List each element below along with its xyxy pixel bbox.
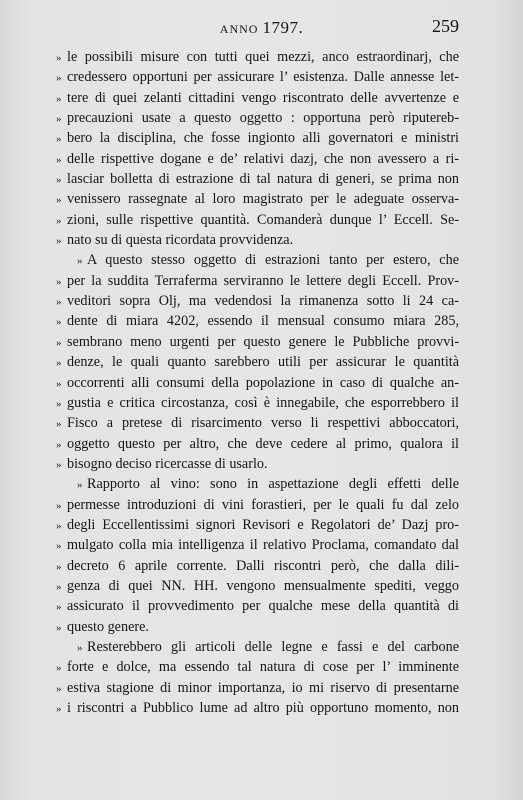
text-line	[57, 373, 459, 393]
text-line	[57, 352, 459, 372]
line-text: occorrenti alli consumi della popolazione in caso di qualche an-	[67, 374, 459, 391]
text-line	[57, 189, 459, 209]
text-line	[57, 495, 459, 515]
text-line	[57, 474, 459, 494]
line-text: decreto 6 aprile corrente. Dalli riscontri però, che dalla dili-	[67, 557, 459, 574]
text-line	[57, 556, 459, 576]
quote-mark: »	[56, 357, 62, 370]
quote-mark: »	[56, 113, 62, 126]
quote-mark: »	[56, 296, 62, 309]
line-text: le possibili misure con tutti quei mezzi, anco estraordinarj, che	[67, 49, 459, 65]
line-text: sembrano meno urgenti per questo genere le Pubbliche provvi-	[67, 333, 459, 350]
line-text: bero la disciplina, che fosse ingionto alli governatori e ministri	[67, 130, 459, 147]
line-text: per la suddita Terraferma serviranno le lettere degli Eccell. Prov-	[67, 272, 459, 289]
page-number: 259	[432, 16, 459, 36]
text-line	[57, 617, 459, 637]
text-line	[57, 47, 459, 67]
quote-mark: »	[56, 133, 62, 146]
quote-mark: »	[56, 72, 62, 85]
text-line	[57, 698, 459, 718]
text-line	[57, 535, 459, 555]
text-line	[57, 332, 459, 352]
line-text: Resterebbero gli articoli delle legne e fassi e del carbone	[87, 638, 459, 655]
line-text: venissero rassegnate al loro magistrato per le adeguate osserva-	[67, 191, 459, 208]
text-line	[57, 271, 459, 291]
quote-mark: »	[56, 397, 62, 410]
text-line	[57, 434, 459, 454]
quote-mark: »	[56, 601, 62, 614]
quote-mark: »	[77, 479, 83, 492]
text-line	[57, 210, 459, 230]
quote-mark: »	[56, 703, 62, 715]
line-text: estiva stagione di minor importanza, io mi riservo di presentarne	[67, 679, 459, 696]
text-line	[57, 88, 459, 108]
quote-mark: »	[56, 540, 62, 553]
quote-mark: »	[56, 194, 62, 207]
quote-mark: »	[56, 92, 62, 105]
body-text	[57, 47, 459, 718]
text-line	[57, 576, 459, 596]
quote-mark: »	[56, 316, 62, 329]
line-text: i riscontri a Pubblico lume ad altro più opportuno momento, non	[67, 700, 459, 716]
line-text: A questo stesso oggetto di estrazioni tanto per estero, che	[87, 252, 459, 269]
line-text: lasciar bolletta di estrazione di tal natura di generi, se prima non	[67, 171, 459, 188]
quote-mark: »	[56, 418, 62, 431]
line-text: credessero opportuni per assicurare l’ esistenza. Dalle annesse let-	[67, 69, 459, 86]
quote-mark: »	[56, 458, 62, 471]
text-line	[57, 311, 459, 331]
quote-mark: »	[56, 499, 62, 512]
text-line	[57, 108, 459, 128]
quote-mark: »	[56, 560, 62, 573]
line-text: questo genere.	[67, 618, 149, 635]
text-line	[57, 149, 459, 169]
line-text: assicurato il provvedimento per qualche mese della quantità di	[67, 598, 459, 615]
line-text: oggetto questo per altro, che deve cedere al primo, qualora il	[67, 435, 459, 452]
text-line	[57, 454, 459, 474]
text-line	[57, 250, 459, 270]
line-text: delle rispettive dogane e de’ relativi dazj, che non avessero a ri-	[67, 150, 459, 167]
text-line	[57, 169, 459, 189]
line-text: mulgato colla mia intelligenza il relativo Proclama, comandato dal	[67, 537, 459, 554]
line-text: tere di quei zelanti cittadini vengo riscontrato delle avvertenze e	[67, 89, 459, 106]
quote-mark: »	[56, 153, 62, 166]
quote-mark: »	[56, 438, 62, 451]
quote-mark: »	[56, 682, 62, 695]
quote-mark: »	[56, 174, 62, 187]
line-text: precauzioni usate a questo oggetto : opportuna però riputereb-	[67, 110, 459, 127]
line-text: gustia e critica circostanza, così è innegabile, che esporrebbero il	[67, 394, 459, 411]
text-line	[57, 657, 459, 677]
running-head-label: ANNO	[219, 22, 259, 36]
quote-mark: »	[56, 275, 62, 288]
quote-mark: »	[56, 662, 62, 675]
quote-mark: »	[77, 641, 83, 654]
line-text: Rapporto al vino: sono in aspettazione degli effetti delle	[87, 476, 459, 493]
line-text: veditori sopra Olj, ma vedendosi la rimanenza sotto li 24 ca-	[67, 293, 459, 310]
text-line	[57, 230, 459, 250]
line-text: bisogno deciso ricercasse di usarlo.	[67, 455, 268, 472]
quote-mark: »	[56, 336, 62, 349]
line-text: Fisco a pretese di risarcimento verso li respettivi abboccatori,	[67, 415, 459, 432]
quote-mark: »	[56, 621, 62, 634]
line-text: genza di quei NN. HH. vengono mensualmente spediti, veggo	[67, 577, 459, 594]
quote-mark: »	[56, 235, 62, 248]
line-text: degli Eccellentissimi signori Revisori e Regolatori de’ Dazj pro-	[67, 516, 459, 533]
quote-mark: »	[56, 580, 62, 593]
quote-mark: »	[56, 52, 62, 64]
text-line	[57, 291, 459, 311]
line-text: dente di miara 4202, essendo il mensual consumo miara 285,	[67, 313, 459, 330]
text-line	[57, 393, 459, 413]
line-text: zioni, sulle rispettive quantità. Comanderà dunque l’ Eccell. Se-	[67, 211, 459, 228]
text-line	[57, 596, 459, 616]
quote-mark: »	[56, 377, 62, 390]
quote-mark: »	[77, 255, 83, 268]
running-head-year: 1797.	[262, 18, 304, 37]
page-header	[0, 16, 523, 40]
quote-mark: »	[56, 519, 62, 532]
text-line	[57, 413, 459, 433]
line-text: nato su di questa ricordata provvidenza.	[67, 232, 294, 249]
quote-mark: »	[56, 214, 62, 227]
text-line	[57, 128, 459, 148]
text-line	[57, 515, 459, 535]
text-line	[57, 678, 459, 698]
line-text: forte e dolce, ma essendo tal natura di cose per l’ imminente	[67, 659, 459, 676]
line-text: denze, le quali quanto sarebbero utili per assicurar le quantità	[67, 354, 459, 371]
text-line	[57, 67, 459, 87]
line-text: permesse introduzioni di vini forastieri, per le quali fu dal zelo	[67, 496, 459, 513]
text-line	[57, 637, 459, 657]
